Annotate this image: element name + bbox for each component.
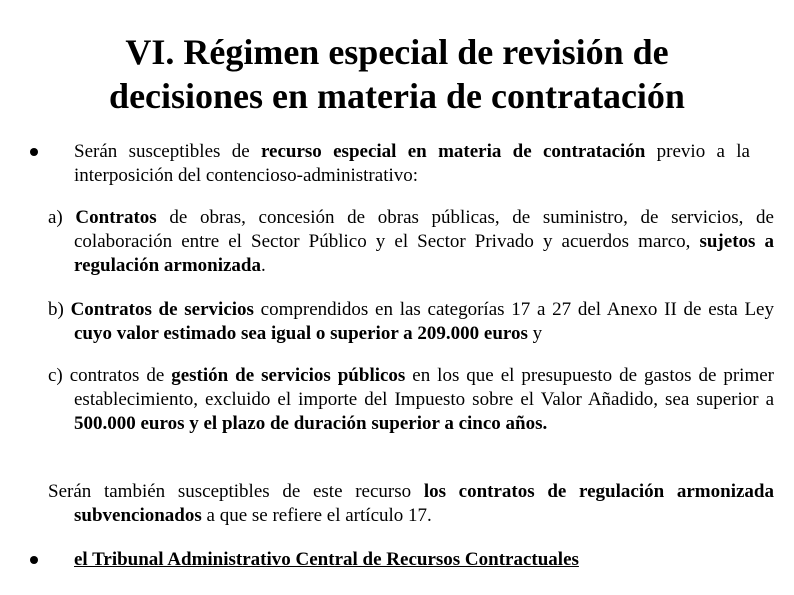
item-b	[48, 298, 774, 346]
intro-text-1: Serán susceptibles de	[74, 141, 261, 162]
item-c	[48, 364, 774, 436]
bullet-dot-icon	[30, 148, 38, 156]
tribunal-bullet-text	[74, 548, 750, 572]
title-line-1: VI. Régimen especial de revisión de	[125, 32, 669, 72]
intro-text-2: previo a la interposición del contencioso-administrativo:	[74, 141, 750, 186]
item-a-text-3: .	[261, 255, 266, 276]
item-b-text-3: y	[527, 323, 543, 344]
intro-bullet	[30, 140, 750, 188]
tribunal-bullet	[30, 548, 750, 572]
item-c-text-1: c) contratos de	[48, 365, 172, 386]
item-b-text-1: b)	[48, 299, 71, 320]
item-a-bold-1: Contratos	[75, 207, 157, 228]
item-a-bold-2: sujetos a regulación armonizada	[74, 231, 774, 276]
item-b-bold-2: cuyo valor estimado sea igual o superior a 209.000 euros	[74, 323, 528, 344]
also-bold-1: los contratos de regulación armonizada subvencionados	[74, 481, 774, 526]
item-a-text-2: de obras, concesión de obras públicas, de suministro, de servicios, de colaboración entre el Sector Público y el Sector Privado y acuerdos marco,	[74, 207, 774, 252]
item-a	[48, 206, 774, 278]
intro-bullet-text	[74, 140, 750, 188]
item-b-bold-1: Contratos de servicios	[70, 299, 254, 320]
item-b-text-2: comprendidos en las categorías 17 a 27 del Anexo II de esta Ley	[253, 299, 774, 320]
item-c-bold-2: 500.000 euros y el plazo de duración superior a cinco años.	[74, 413, 548, 434]
tribunal-link[interactable]: el Tribunal Administrativo Central de Recursos Contractuales	[74, 549, 579, 570]
also-paragraph	[48, 480, 774, 528]
intro-bold-1: recurso especial en materia de contratación	[260, 141, 646, 162]
bullet-dot-icon	[30, 556, 38, 564]
also-text-1: Serán también susceptibles de este recurso	[48, 481, 424, 502]
item-c-text-2: en los que el presupuesto de gastos de primer establecimiento, excluido el importe del Impuesto sobre el Valor Añadido, sea superior a	[74, 365, 774, 410]
title-line-2: decisiones en materia de contratación	[109, 76, 685, 116]
item-c-bold-1: gestión de servicios públicos	[171, 365, 406, 386]
item-a-text-1: a)	[48, 207, 76, 228]
also-text-2: a que se refiere el artículo 17.	[201, 505, 432, 526]
slide-title	[40, 30, 754, 118]
